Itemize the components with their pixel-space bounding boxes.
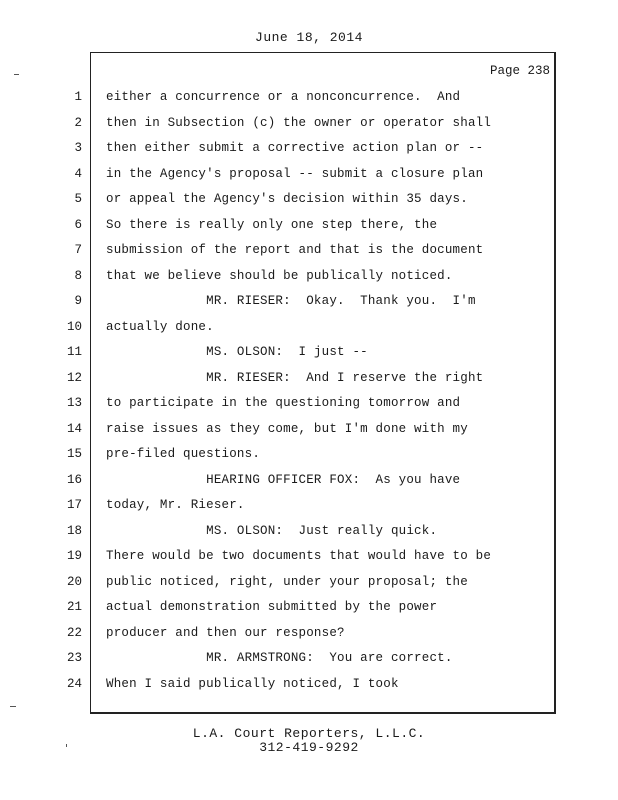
transcript-line bbox=[0, 167, 618, 192]
line-text: submission of the report and that is the document bbox=[106, 243, 484, 257]
line-text: MS. OLSON: Just really quick. bbox=[106, 523, 438, 538]
line-number: 15 bbox=[66, 447, 82, 461]
line-text: MS. OLSON: I just -- bbox=[106, 345, 368, 359]
transcript-line bbox=[0, 243, 618, 268]
line-number: 17 bbox=[66, 498, 82, 512]
line-text: When I said publically noticed, I took bbox=[106, 676, 399, 691]
line-text: So there is really only one step there, the bbox=[106, 217, 438, 232]
transcript-line bbox=[0, 600, 618, 625]
line-number: 5 bbox=[74, 192, 82, 206]
line-number: 4 bbox=[74, 166, 82, 181]
transcript-line bbox=[0, 116, 618, 141]
line-number: 14 bbox=[66, 421, 82, 436]
transcript-line bbox=[0, 524, 618, 549]
line-number: 21 bbox=[66, 600, 82, 614]
line-text: raise issues as they come, but I'm done with my bbox=[106, 421, 468, 436]
transcript-line bbox=[0, 575, 618, 600]
line-number: 18 bbox=[66, 523, 82, 538]
transcript-line bbox=[0, 294, 618, 319]
page-number: Page 238 bbox=[489, 64, 550, 78]
line-text: public noticed, right, under your proposal; the bbox=[106, 574, 468, 589]
line-text: actual demonstration submitted by the power bbox=[106, 600, 438, 614]
line-number: 12 bbox=[66, 370, 82, 385]
line-text: MR. RIESER: Okay. Thank you. I'm bbox=[106, 294, 476, 308]
line-text: then either submit a corrective action plan or -- bbox=[106, 141, 484, 155]
line-number: 20 bbox=[66, 574, 82, 589]
transcript-line bbox=[0, 677, 618, 702]
line-number: 11 bbox=[66, 345, 82, 359]
line-number: 2 bbox=[74, 115, 82, 130]
line-text: MR. RIESER: And I reserve the right bbox=[106, 370, 484, 385]
line-number: 7 bbox=[74, 243, 82, 257]
line-number: 9 bbox=[74, 294, 82, 308]
header-date: June 18, 2014 bbox=[255, 30, 363, 45]
transcript-line bbox=[0, 90, 618, 115]
line-text: that we believe should be publically noticed. bbox=[106, 268, 453, 283]
line-number: 8 bbox=[74, 268, 82, 283]
line-text: HEARING OFFICER FOX: As you have bbox=[106, 472, 461, 487]
line-text: actually done. bbox=[106, 319, 214, 334]
line-number: 24 bbox=[66, 676, 82, 691]
transcript-line bbox=[0, 473, 618, 498]
scan-speck bbox=[66, 744, 67, 747]
scan-speck bbox=[10, 706, 16, 707]
line-text: pre-filed questions. bbox=[106, 447, 261, 461]
transcript-line bbox=[0, 269, 618, 294]
transcript-line bbox=[0, 320, 618, 345]
line-number: 10 bbox=[66, 319, 82, 334]
footer-company: L.A. Court Reporters, L.L.C. bbox=[192, 726, 426, 741]
transcript-line bbox=[0, 192, 618, 217]
line-number: 3 bbox=[74, 141, 82, 155]
transcript-line bbox=[0, 422, 618, 447]
transcript-line bbox=[0, 447, 618, 472]
line-text: producer and then our response? bbox=[106, 625, 345, 640]
line-number: 22 bbox=[66, 625, 82, 640]
transcript-line bbox=[0, 141, 618, 166]
line-number: 1 bbox=[74, 90, 82, 104]
transcript-line bbox=[0, 345, 618, 370]
scan-speck bbox=[14, 74, 19, 75]
transcript-line bbox=[0, 498, 618, 523]
line-number: 6 bbox=[74, 217, 82, 232]
line-text: MR. ARMSTRONG: You are correct. bbox=[106, 651, 453, 665]
transcript-line bbox=[0, 651, 618, 676]
line-number: 19 bbox=[66, 549, 82, 563]
line-text: or appeal the Agency's decision within 35 days. bbox=[106, 192, 468, 206]
line-text: today, Mr. Rieser. bbox=[106, 498, 245, 512]
line-number: 16 bbox=[66, 472, 82, 487]
footer-phone: 312-419-9292 bbox=[259, 740, 359, 755]
transcript-line bbox=[0, 218, 618, 243]
line-text: either a concurrence or a nonconcurrence. And bbox=[106, 90, 461, 104]
line-text: to participate in the questioning tomorrow and bbox=[106, 396, 461, 410]
line-number: 13 bbox=[66, 396, 82, 410]
line-text: then in Subsection (c) the owner or operator shall bbox=[106, 115, 492, 130]
transcript-line bbox=[0, 549, 618, 574]
line-number: 23 bbox=[66, 651, 82, 665]
transcript-line bbox=[0, 396, 618, 421]
line-text: in the Agency's proposal -- submit a closure plan bbox=[106, 166, 484, 181]
transcript-line bbox=[0, 371, 618, 396]
line-text: There would be two documents that would have to be bbox=[106, 549, 492, 563]
transcript-line bbox=[0, 626, 618, 651]
